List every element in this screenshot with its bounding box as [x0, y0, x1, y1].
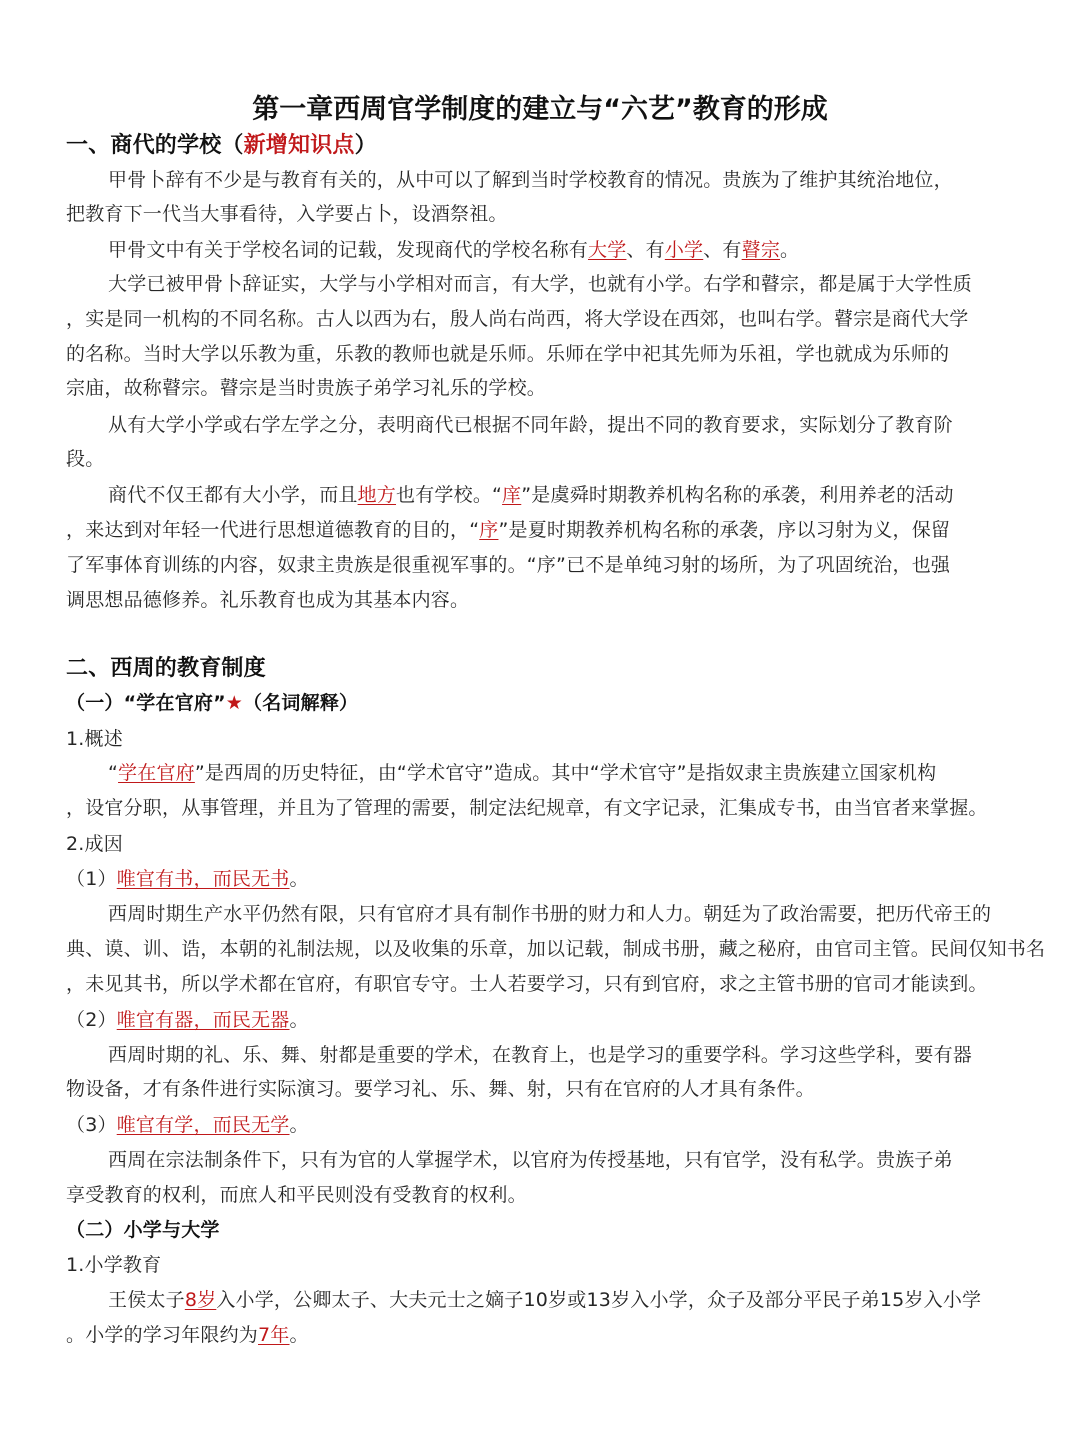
chapter-title: 第一章西周官学制度的建立与“六艺”教育的形成	[252, 94, 828, 125]
text-span: 商代不仅王都有大小学，而且	[108, 484, 358, 506]
paragraph-line: 段。	[66, 448, 105, 470]
text-span: 、有	[626, 239, 665, 261]
subsection-heading-2: （二）小学与大学	[66, 1219, 220, 1241]
paragraph-line: 从有大学小学或右学左学之分，表明商代已根据不同年龄，提出不同的教育要求，实际划分了教育阶	[108, 414, 953, 436]
text-span: 。	[289, 1114, 309, 1136]
term-cause-1: 唯官有书，而民无书	[116, 868, 290, 890]
text-span: ，来达到对年轻一代进行思想道德教育的目的，“	[66, 519, 480, 541]
term-daxue: 大学	[588, 239, 627, 261]
text-span: 。	[780, 239, 800, 261]
paragraph-line: 调思想品德修养。礼乐教育也成为其基本内容。	[66, 589, 470, 611]
item-heading-xiaoxue: 1.小学教育	[66, 1254, 162, 1276]
subsection-heading-1	[66, 690, 358, 716]
term-cause-3: 唯官有学，而民无学	[116, 1114, 290, 1136]
paragraph-line: 西周时期生产水平仍然有限，只有官府才具有制作书册的财力和人力。朝廷为了政治需要，把历代帝王的	[108, 903, 992, 925]
text-span: 甲骨文中有关于学校名词的记载，发现商代的学校名称有	[108, 239, 589, 261]
text-span: 也有学校。“	[396, 484, 503, 506]
paragraph-line	[108, 482, 954, 508]
text-span: 入小学，公卿太子、大夫元士之嫡子10岁或13岁入小学，众子及部分平民子弟15岁入小学	[216, 1289, 982, 1311]
item-heading-gaishu: 1.概述	[66, 728, 123, 750]
paragraph-line: 了军事体育训练的内容，奴隶主贵族是很重视军事的。“序”已不是单纯习射的场所，为了巩固统治，也强	[66, 554, 951, 576]
paragraph-line: 甲骨卜辞有不少是与教育有关的，从中可以了解到当时学校教育的情况。贵族为了维护其统治地位，	[108, 169, 953, 191]
text-span: （名词解释）	[243, 692, 359, 714]
paragraph-line	[66, 517, 950, 543]
star-icon: ★	[225, 692, 244, 714]
section-heading-2: 二、西周的教育制度	[66, 656, 266, 681]
paragraph-line: 把教育下一代当大事看待，入学要占卜，设酒祭祖。	[66, 203, 508, 225]
text-span: ”是虞舜时期教养机构名称的承袭，利用养老的活动	[521, 484, 954, 506]
text-span: 。	[289, 868, 309, 890]
text-span: 、有	[703, 239, 742, 261]
paragraph-line: 大学已被甲骨卜辞证实，大学与小学相对而言，有大学，也就有小学。右学和瞽宗，都是属于大学性质	[108, 273, 973, 295]
text-span: （2）	[66, 1009, 117, 1031]
term-guzong: 瞽宗	[741, 239, 781, 261]
paragraph-line: 西周在宗法制条件下，只有为官的人掌握学术，以官府为传授基地，只有官学，没有私学。贵族子弟	[108, 1149, 953, 1171]
paragraph-line	[108, 760, 936, 786]
paragraph-line: 宗庙，故称瞽宗。瞽宗是当时贵族子弟学习礼乐的学校。	[66, 377, 547, 399]
term-8-sui: 8岁	[184, 1289, 217, 1311]
text-span: 。小学的学习年限约为	[66, 1324, 259, 1346]
paragraph-line: 西周时期的礼、乐、舞、射都是重要的学术，在教育上，也是学习的重要学科。学习这些学科，要有器	[108, 1044, 973, 1066]
paragraph-line	[66, 1322, 309, 1348]
text-span: ”是夏时期教养机构名称的承袭，序以习射为义，保留	[498, 519, 951, 541]
section-heading-1	[66, 131, 377, 161]
item-heading-chengyin: 2.成因	[66, 833, 123, 855]
cause-heading-1	[66, 866, 309, 892]
term-xiaoxue: 小学	[664, 239, 704, 261]
term-7-nian: 7年	[258, 1324, 290, 1346]
term-difang: 地方	[357, 484, 397, 506]
text-span: （1）	[66, 868, 117, 890]
paragraph-line: 物设备，才有条件进行实际演习。要学习礼、乐、舞、射，只有在官府的人才具有条件。	[66, 1078, 815, 1100]
text-span: 王侯太子	[108, 1289, 185, 1311]
paragraph-line	[108, 237, 799, 263]
term-xuezaiguanfu: 学在官府	[118, 762, 195, 784]
text-span: 。	[289, 1324, 309, 1346]
text-span: （3）	[66, 1114, 117, 1136]
paragraph-line: 享受教育的权利，而庶人和平民则没有受教育的权利。	[66, 1184, 527, 1206]
term-cause-2: 唯官有器，而民无器	[116, 1009, 290, 1031]
paragraph-line: ，未见其书，所以学术都在官府，有职官专守。士人若要学习，只有到官府，求之主管书册的官司才能读到。	[66, 973, 988, 995]
paragraph-line: ，实是同一机构的不同名称。古人以西为右，殷人尚右尚西，将大学设在西郊，也叫右学。瞽宗是商代大学	[66, 308, 969, 330]
new-knowledge-tag: 新增知识点	[243, 133, 355, 158]
text-span: ”是西周的历史特征，由“学术官守”造成。其中“学术官守”是指奴隶主贵族建立国家机构	[194, 762, 937, 784]
cause-heading-3	[66, 1112, 309, 1138]
section-heading-1-end: ）	[354, 133, 377, 158]
text-span: 。	[289, 1009, 309, 1031]
term-xu: 序	[479, 519, 499, 541]
section-heading-1-text: 一、商代的学校（	[66, 133, 244, 158]
paragraph-line: ，设官分职，从事管理，并且为了管理的需要，制定法纪规章，有文字记录，汇集成专书，由当官者来掌握。	[66, 797, 988, 819]
paragraph-line	[108, 1287, 981, 1313]
paragraph-line: 的名称。当时大学以乐教为重，乐教的教师也就是乐师。乐师在学中祀其先师为乐祖，学也就成为乐师的	[66, 343, 950, 365]
term-xiang: 庠	[502, 484, 522, 506]
text-span: “	[108, 762, 119, 784]
text-span: （一）“学在官府”	[66, 692, 226, 714]
paragraph-line: 典、谟、训、诰，本朝的礼制法规，以及收集的乐章，加以记载，制成书册，藏之秘府，由官司主管。民间仅知书名	[66, 938, 1046, 960]
cause-heading-2	[66, 1007, 309, 1033]
